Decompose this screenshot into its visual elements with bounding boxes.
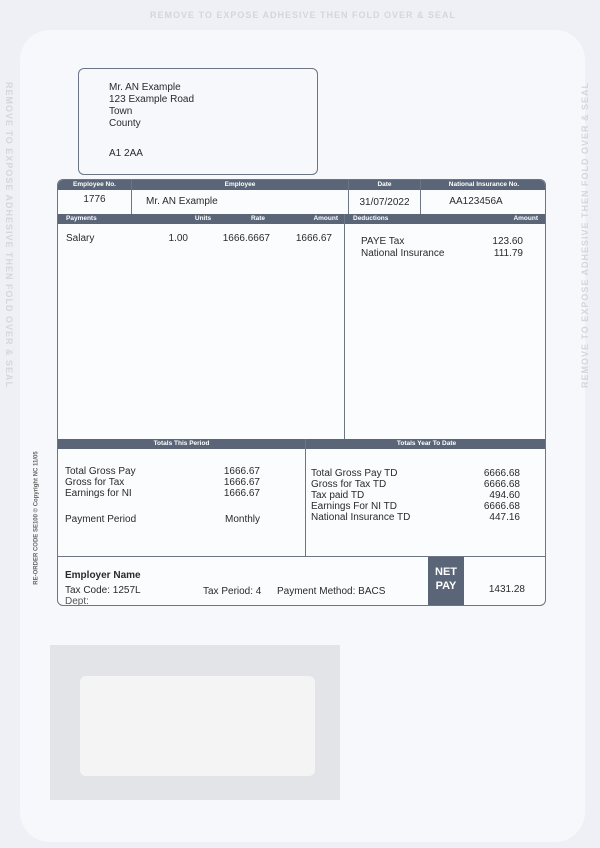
divider bbox=[305, 439, 306, 556]
seal-instruction-left: REMOVE TO EXPOSE ADHESIVE THEN FOLD OVER & SEAL bbox=[4, 81, 14, 389]
ytd-value: 447.16 bbox=[489, 512, 520, 523]
reorder-code: RE-ORDER CODE SE100 © Copyright NC 11/05 bbox=[33, 451, 40, 585]
ytd-row bbox=[311, 479, 520, 490]
payment-period-row bbox=[65, 514, 260, 525]
deduction-name: National Insurance bbox=[361, 248, 445, 259]
ni-number: AA123456A bbox=[449, 196, 503, 207]
envelope-window-area bbox=[50, 645, 340, 800]
employer-name: Employer Name bbox=[65, 570, 141, 581]
divider bbox=[344, 214, 345, 439]
header-employee-no: Employee No. bbox=[58, 180, 131, 190]
net-pay-label bbox=[428, 557, 464, 606]
ytd-row bbox=[311, 501, 520, 512]
total-row bbox=[65, 488, 260, 499]
tax-code: Tax Code: 1257L bbox=[65, 585, 141, 596]
dept: Dept: bbox=[65, 596, 89, 606]
ytd-row bbox=[311, 468, 520, 479]
address-box bbox=[78, 68, 318, 175]
header-amount: Amount bbox=[313, 215, 338, 222]
payment-name: Salary bbox=[66, 233, 95, 244]
total-label: Gross for Tax bbox=[65, 477, 125, 488]
ytd-row bbox=[311, 512, 520, 523]
header-units: Units bbox=[194, 215, 212, 222]
divider bbox=[131, 180, 132, 214]
address-line: 123 Example Road bbox=[109, 94, 195, 105]
total-row bbox=[65, 477, 260, 488]
seal-instruction-top: REMOVE TO EXPOSE ADHESIVE THEN FOLD OVER & SEAL bbox=[150, 10, 457, 20]
payment-rate: 1666.6667 bbox=[222, 233, 270, 244]
header-employee: Employee bbox=[132, 180, 348, 190]
address-postcode: A1 2AA bbox=[109, 148, 143, 159]
address-line: Town bbox=[109, 106, 133, 117]
ytd-label: National Insurance TD bbox=[311, 512, 411, 523]
header-rate: Rate bbox=[250, 215, 266, 222]
header-date: Date bbox=[349, 180, 420, 190]
total-label: Total Gross Pay bbox=[65, 466, 136, 477]
ytd-row bbox=[311, 490, 520, 501]
payment-amount: 1666.67 bbox=[295, 233, 332, 244]
ytd-label: Tax paid TD bbox=[311, 490, 365, 501]
header-ded-amount: Amount bbox=[513, 215, 538, 222]
payment-period-label: Payment Period bbox=[65, 514, 137, 525]
deduction-name: PAYE Tax bbox=[361, 236, 405, 247]
payment-units: 1.00 bbox=[168, 233, 188, 244]
divider bbox=[58, 556, 546, 557]
header-deductions: Deductions bbox=[345, 214, 546, 224]
total-label: Earnings for NI bbox=[65, 488, 132, 499]
ytd-value: 6666.68 bbox=[483, 468, 520, 479]
pay-date: 31/07/2022 bbox=[359, 197, 410, 208]
header-ni-no: National Insurance No. bbox=[421, 180, 546, 190]
total-value: 1666.67 bbox=[223, 466, 260, 477]
totals-period-list bbox=[65, 466, 260, 525]
total-value: 1666.67 bbox=[223, 477, 260, 488]
employee-name: Mr. AN Example bbox=[146, 196, 218, 207]
ytd-label: Total Gross Pay TD bbox=[311, 468, 398, 479]
payment-period-value: Monthly bbox=[224, 514, 260, 525]
envelope-window bbox=[80, 676, 315, 776]
ytd-value: 6666.68 bbox=[483, 501, 520, 512]
net-label-line: PAY bbox=[435, 580, 457, 592]
deduction-amount: 123.60 bbox=[492, 236, 523, 247]
seal-instruction-right: REMOVE TO EXPOSE ADHESIVE THEN FOLD OVER & SEAL bbox=[580, 81, 590, 389]
employee-no: 1776 bbox=[83, 194, 106, 205]
address-line: County bbox=[109, 118, 141, 129]
total-row bbox=[65, 466, 260, 477]
total-value: 1666.67 bbox=[223, 488, 260, 499]
ytd-value: 494.60 bbox=[489, 490, 520, 501]
ytd-value: 6666.68 bbox=[483, 479, 520, 490]
net-pay-amount: 1431.28 bbox=[488, 584, 525, 595]
net-label-line: NET bbox=[435, 566, 457, 578]
ytd-label: Gross for Tax TD bbox=[311, 479, 387, 490]
address-line: Mr. AN Example bbox=[109, 82, 181, 93]
totals-ytd-list bbox=[311, 468, 520, 523]
header-totals-ytd: Totals Year To Date bbox=[306, 439, 546, 449]
tax-period: Tax Period: 4 bbox=[203, 586, 262, 597]
header-totals-period: Totals This Period bbox=[58, 439, 305, 449]
header-payments: Payments bbox=[58, 214, 344, 224]
ytd-label: Earnings For NI TD bbox=[311, 501, 397, 512]
payslip-table bbox=[57, 179, 546, 606]
payment-method: Payment Method: BACS bbox=[277, 586, 386, 597]
deduction-amount: 111.79 bbox=[493, 248, 523, 259]
